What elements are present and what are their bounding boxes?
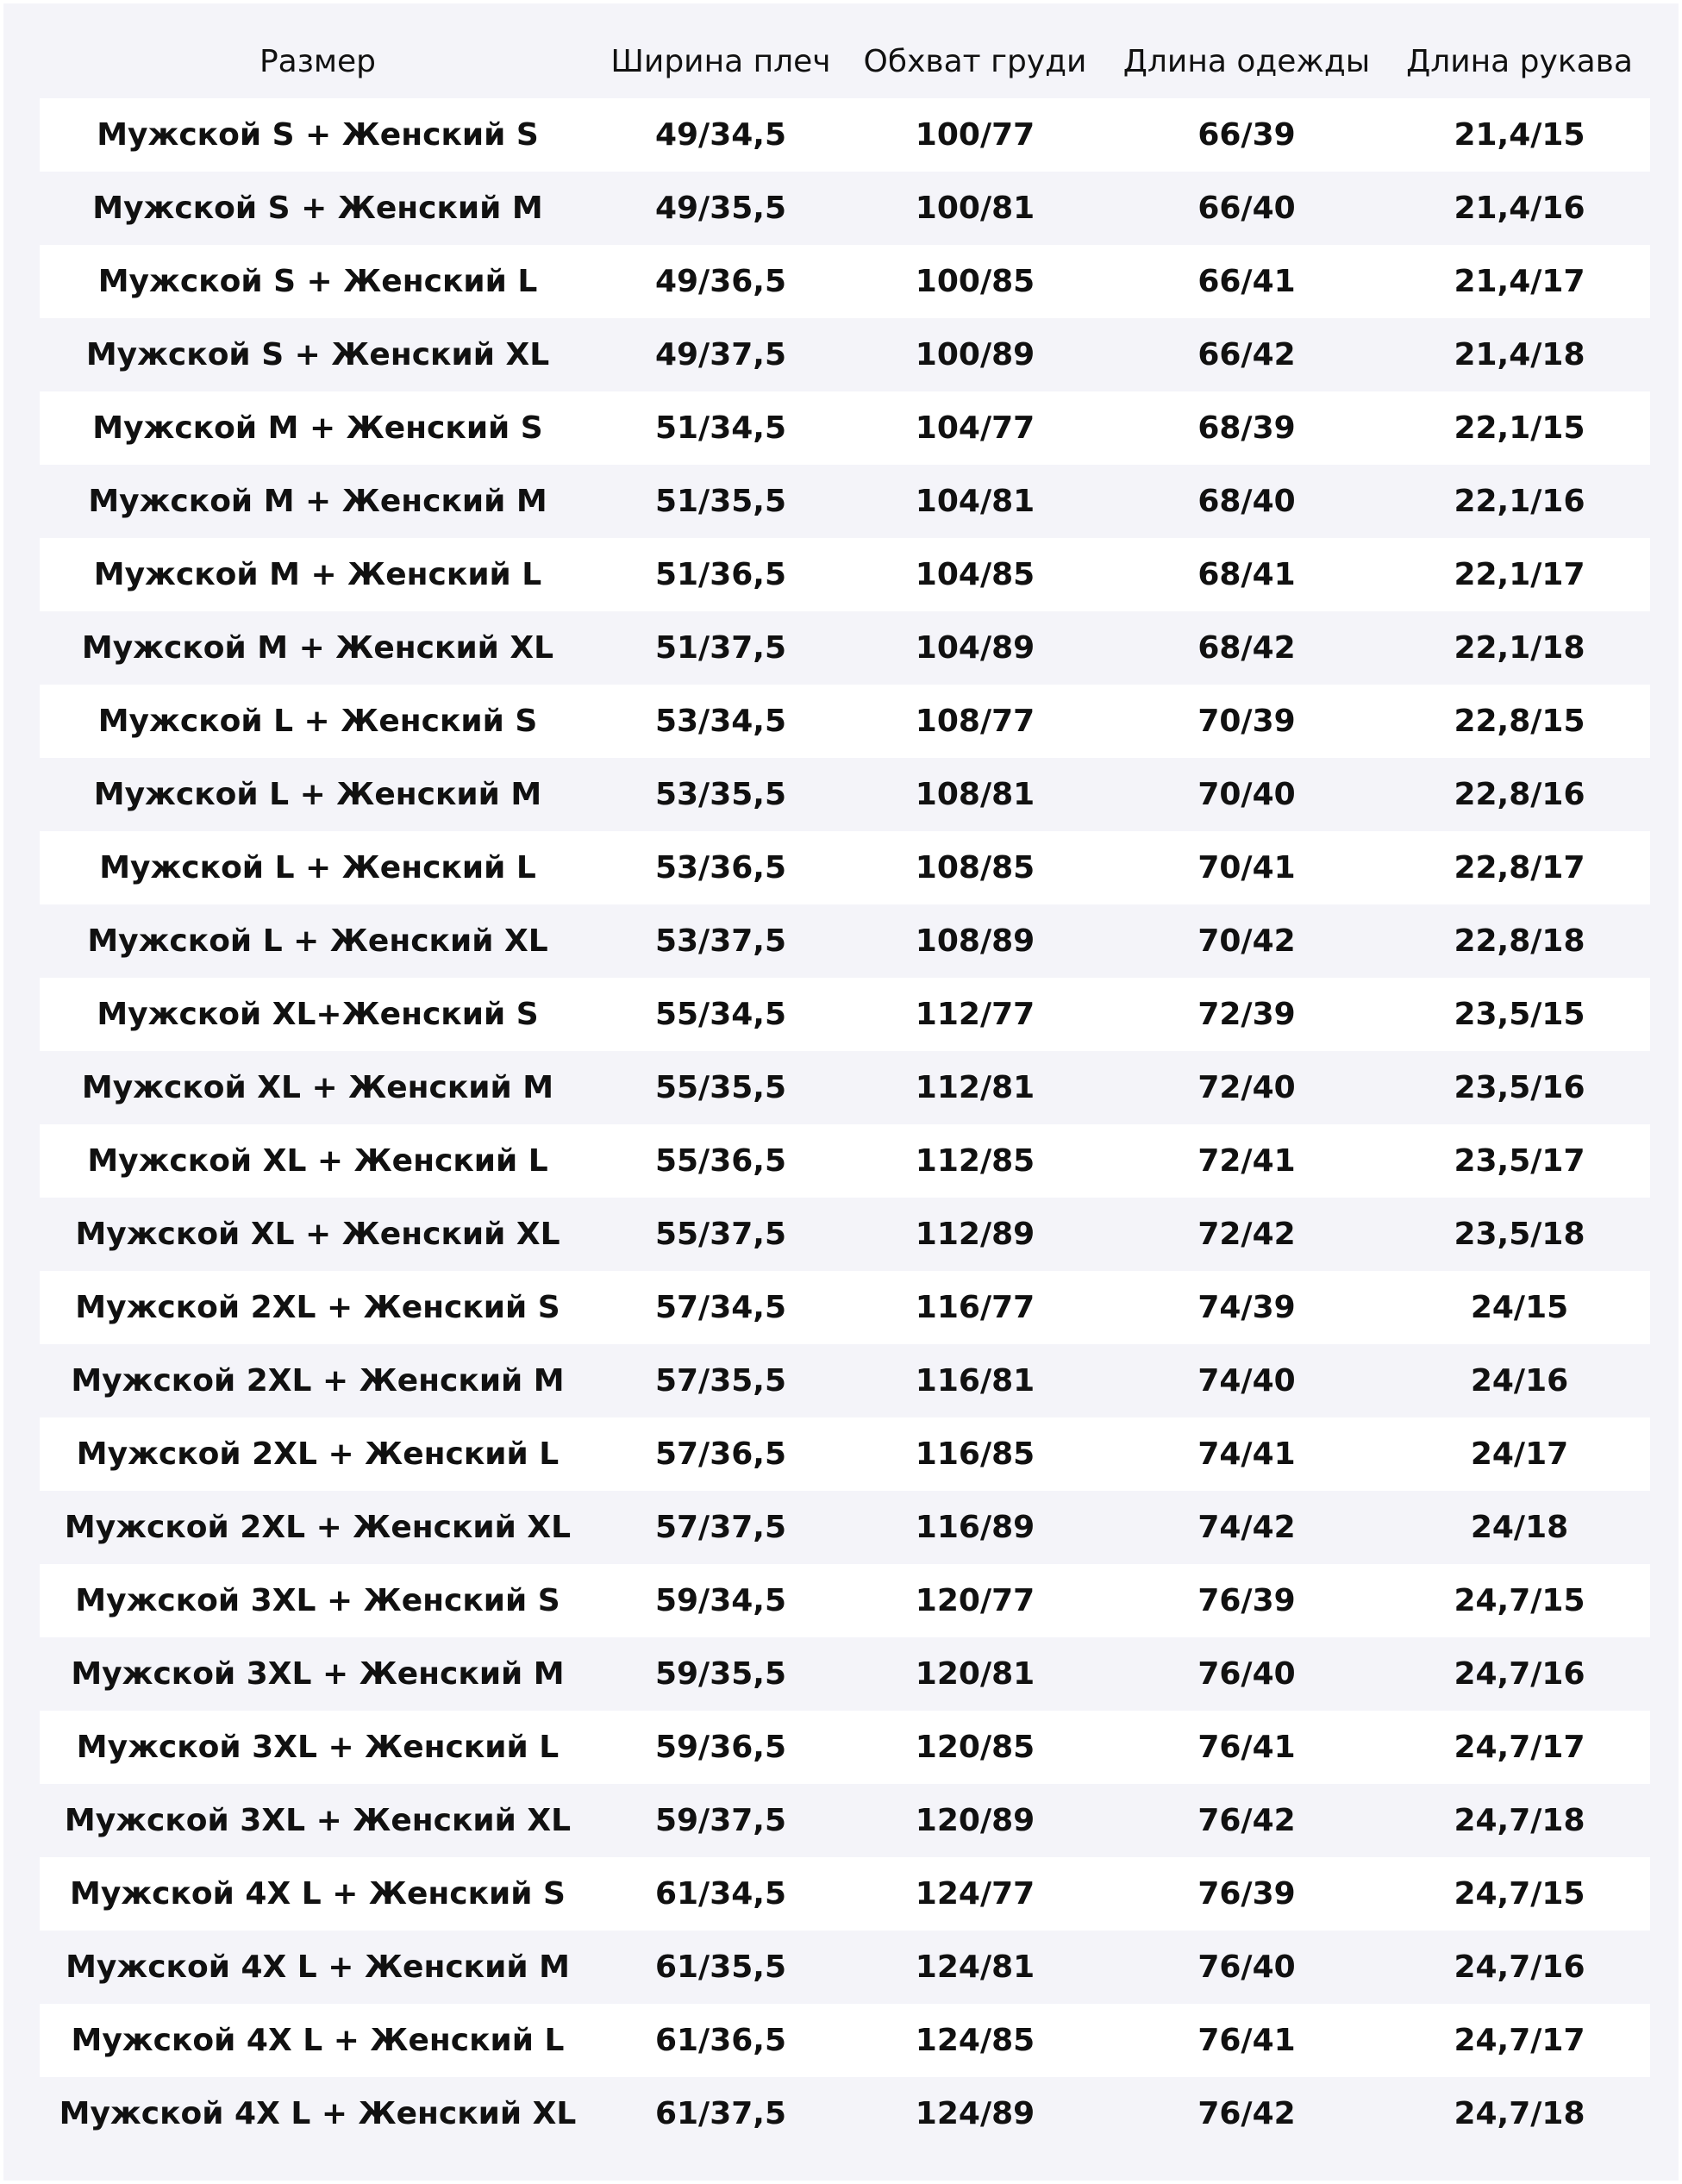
table-row <box>40 1564 1650 1637</box>
size-cell: Мужской 2XL + Женский XL <box>64 1510 572 1545</box>
chest-girth-cell: 124/89 <box>915 2096 1035 2131</box>
sleeve-length-cell: 24,7/18 <box>1454 2096 1585 2131</box>
sleeve-length-cell: 24,7/18 <box>1454 1803 1585 1838</box>
shoulder-width-cell: 61/36,5 <box>654 2023 787 2058</box>
garment-length-cell: 66/39 <box>1197 117 1296 153</box>
shoulder-width-cell: 59/36,5 <box>654 1730 787 1765</box>
shoulder-width-cell: 57/34,5 <box>654 1290 787 1325</box>
size-cell: Мужской 3XL + Женский XL <box>64 1803 572 1838</box>
size-cell: Мужской 3XL + Женский M <box>71 1656 565 1692</box>
sleeve-length-cell: 22,8/16 <box>1454 777 1585 812</box>
chest-girth-cell: 108/81 <box>915 777 1035 812</box>
garment-length-cell: 74/40 <box>1197 1363 1296 1399</box>
table-row <box>40 1271 1650 1344</box>
shoulder-width-cell: 61/35,5 <box>654 1949 787 1985</box>
chest-girth-cell: 108/77 <box>915 704 1035 739</box>
shoulder-width-cell: 53/35,5 <box>654 777 787 812</box>
table-row <box>40 1637 1650 1711</box>
shoulder-width-cell: 51/35,5 <box>654 484 787 519</box>
table-row <box>40 831 1650 904</box>
size-cell: Мужской M + Женский M <box>88 484 547 519</box>
sleeve-length-cell: 21,4/16 <box>1454 191 1585 226</box>
table-row <box>40 1051 1650 1124</box>
garment-length-cell: 74/41 <box>1197 1436 1296 1472</box>
garment-length-cell: 76/42 <box>1197 2096 1296 2131</box>
chest-girth-cell: 104/85 <box>915 557 1035 592</box>
table-row <box>40 1711 1650 1784</box>
chest-girth-cell: 100/89 <box>915 337 1035 372</box>
shoulder-width-cell: 57/37,5 <box>654 1510 787 1545</box>
table-row <box>40 1857 1650 1931</box>
chest-girth-cell: 120/89 <box>915 1803 1035 1838</box>
shoulder-width-cell: 49/36,5 <box>654 264 787 299</box>
table-row <box>40 1784 1650 1857</box>
sleeve-length-cell: 24/17 <box>1470 1436 1569 1472</box>
chest-girth-cell: 124/77 <box>915 1876 1035 1912</box>
garment-length-cell: 76/39 <box>1197 1876 1296 1912</box>
chest-girth-cell: 112/77 <box>915 997 1035 1032</box>
size-cell: Мужской M + Женский XL <box>81 630 554 666</box>
sleeve-length-cell: 22,1/16 <box>1454 484 1585 519</box>
garment-length-cell: 70/41 <box>1197 850 1296 885</box>
chest-girth-cell: 108/85 <box>915 850 1035 885</box>
size-cell: Мужской XL + Женский M <box>81 1070 554 1105</box>
shoulder-width-cell: 49/35,5 <box>654 191 787 226</box>
sleeve-length-cell: 23,5/18 <box>1454 1217 1585 1252</box>
size-cell: Мужской 4X L + Женский XL <box>59 2096 577 2131</box>
size-cell: Мужской L + Женский XL <box>87 923 548 959</box>
table-row <box>40 2004 1650 2077</box>
chest-girth-cell: 120/85 <box>915 1730 1035 1765</box>
sleeve-length-cell: 24/18 <box>1470 1510 1569 1545</box>
chest-girth-cell: 116/85 <box>915 1436 1035 1472</box>
size-cell: Мужской 2XL + Женский S <box>75 1290 560 1325</box>
garment-length-cell: 76/41 <box>1197 2023 1296 2058</box>
size-cell: Мужской 2XL + Женский L <box>76 1436 560 1472</box>
sleeve-length-cell: 21,4/17 <box>1454 264 1585 299</box>
garment-length-cell: 70/39 <box>1197 704 1296 739</box>
table-row <box>40 245 1650 318</box>
sleeve-length-cell: 24,7/17 <box>1454 1730 1585 1765</box>
garment-length-cell: 72/40 <box>1197 1070 1296 1105</box>
shoulder-width-cell: 57/36,5 <box>654 1436 787 1472</box>
chest-girth-cell: 100/81 <box>915 191 1035 226</box>
size-cell: Мужской S + Женский M <box>92 191 543 226</box>
shoulder-width-cell: 53/34,5 <box>654 704 787 739</box>
chest-girth-cell: 100/77 <box>915 117 1035 153</box>
shoulder-width-cell: 61/34,5 <box>654 1876 787 1912</box>
garment-length-cell: 72/42 <box>1197 1217 1296 1252</box>
sleeve-length-cell: 21,4/15 <box>1454 117 1585 153</box>
sleeve-length-cell: 22,8/18 <box>1454 923 1585 959</box>
garment-length-cell: 70/42 <box>1197 923 1296 959</box>
garment-length-cell: 72/41 <box>1197 1143 1296 1179</box>
header-shoulder-width: Ширина плеч <box>610 43 831 79</box>
garment-length-cell: 66/40 <box>1197 191 1296 226</box>
garment-length-cell: 76/39 <box>1197 1583 1296 1618</box>
table-row <box>40 758 1650 831</box>
table-row <box>40 1344 1650 1417</box>
table-row <box>40 904 1650 978</box>
chest-girth-cell: 104/89 <box>915 630 1035 666</box>
shoulder-width-cell: 49/34,5 <box>654 117 787 153</box>
shoulder-width-cell: 49/37,5 <box>654 337 787 372</box>
garment-length-cell: 72/39 <box>1197 997 1296 1032</box>
chest-girth-cell: 124/85 <box>915 2023 1035 2058</box>
table-row <box>40 1491 1650 1564</box>
sleeve-length-cell: 24,7/16 <box>1454 1949 1585 1985</box>
chest-girth-cell: 120/81 <box>915 1656 1035 1692</box>
garment-length-cell: 76/40 <box>1197 1656 1296 1692</box>
size-cell: Мужской 4X L + Женский S <box>70 1876 566 1912</box>
table-row <box>40 1124 1650 1198</box>
size-cell: Мужской 4X L + Женский L <box>71 2023 565 2058</box>
table-row <box>40 465 1650 538</box>
table-row <box>40 172 1650 245</box>
table-body <box>40 98 1650 2150</box>
table-row <box>40 98 1650 172</box>
garment-length-cell: 70/40 <box>1197 777 1296 812</box>
table-row <box>40 538 1650 611</box>
garment-length-cell: 66/41 <box>1197 264 1296 299</box>
size-cell: Мужской XL + Женский L <box>87 1143 548 1179</box>
garment-length-cell: 68/39 <box>1197 410 1296 446</box>
sleeve-length-cell: 22,8/15 <box>1454 704 1585 739</box>
size-cell: Мужской M + Женский L <box>93 557 542 592</box>
header-sleeve-length: Длина рукава <box>1406 43 1633 79</box>
sleeve-length-cell: 22,1/15 <box>1454 410 1585 446</box>
size-cell: Мужской XL+Женский S <box>97 997 539 1032</box>
size-cell: Мужской M + Женский S <box>92 410 543 446</box>
garment-length-cell: 76/42 <box>1197 1803 1296 1838</box>
sleeve-length-cell: 22,1/17 <box>1454 557 1585 592</box>
garment-length-cell: 66/42 <box>1197 337 1296 372</box>
chest-girth-cell: 104/77 <box>915 410 1035 446</box>
garment-length-cell: 74/39 <box>1197 1290 1296 1325</box>
size-cell: Мужской L + Женский M <box>93 777 542 812</box>
chest-girth-cell: 112/85 <box>915 1143 1035 1179</box>
size-cell: Мужской 3XL + Женский S <box>75 1583 560 1618</box>
chest-girth-cell: 124/81 <box>915 1949 1035 1985</box>
table-row <box>40 318 1650 391</box>
size-cell: Мужской S + Женский L <box>97 264 538 299</box>
table-row <box>40 391 1650 465</box>
shoulder-width-cell: 55/35,5 <box>654 1070 787 1105</box>
chest-girth-cell: 116/77 <box>915 1290 1035 1325</box>
chest-girth-cell: 116/81 <box>915 1363 1035 1399</box>
table-row <box>40 1931 1650 2004</box>
sleeve-length-cell: 24,7/15 <box>1454 1876 1585 1912</box>
sleeve-length-cell: 24,7/17 <box>1454 2023 1585 2058</box>
sleeve-length-cell: 23,5/16 <box>1454 1070 1585 1105</box>
sleeve-length-cell: 22,1/18 <box>1454 630 1585 666</box>
shoulder-width-cell: 59/37,5 <box>654 1803 787 1838</box>
sleeve-length-cell: 24,7/15 <box>1454 1583 1585 1618</box>
garment-length-cell: 76/40 <box>1197 1949 1296 1985</box>
shoulder-width-cell: 51/37,5 <box>654 630 787 666</box>
size-cell: Мужской 4X L + Женский M <box>66 1949 570 1985</box>
shoulder-width-cell: 53/36,5 <box>654 850 787 885</box>
chest-girth-cell: 120/77 <box>915 1583 1035 1618</box>
shoulder-width-cell: 55/36,5 <box>654 1143 787 1179</box>
size-chart-table <box>3 3 1679 2181</box>
header-garment-length: Длина одежды <box>1122 43 1371 79</box>
table-row <box>40 611 1650 685</box>
table-header <box>40 31 1650 91</box>
chest-girth-cell: 112/81 <box>915 1070 1035 1105</box>
table-row <box>40 1198 1650 1271</box>
sleeve-length-cell: 23,5/15 <box>1454 997 1585 1032</box>
shoulder-width-cell: 61/37,5 <box>654 2096 787 2131</box>
shoulder-width-cell: 51/34,5 <box>654 410 787 446</box>
size-cell: Мужской 3XL + Женский L <box>76 1730 560 1765</box>
shoulder-width-cell: 55/37,5 <box>654 1217 787 1252</box>
shoulder-width-cell: 59/35,5 <box>654 1656 787 1692</box>
sleeve-length-cell: 23,5/17 <box>1454 1143 1585 1179</box>
size-cell: Мужской 2XL + Женский M <box>71 1363 565 1399</box>
garment-length-cell: 76/41 <box>1197 1730 1296 1765</box>
shoulder-width-cell: 53/37,5 <box>654 923 787 959</box>
table-row <box>40 685 1650 758</box>
shoulder-width-cell: 57/35,5 <box>654 1363 787 1399</box>
sleeve-length-cell: 22,8/17 <box>1454 850 1585 885</box>
chest-girth-cell: 116/89 <box>915 1510 1035 1545</box>
size-cell: Мужской S + Женский S <box>97 117 539 153</box>
chest-girth-cell: 108/89 <box>915 923 1035 959</box>
chest-girth-cell: 100/85 <box>915 264 1035 299</box>
chest-girth-cell: 112/89 <box>915 1217 1035 1252</box>
size-cell: Мужской L + Женский S <box>97 704 538 739</box>
header-chest-girth: Обхват груди <box>863 43 1087 79</box>
table-row <box>40 2077 1650 2150</box>
sleeve-length-cell: 24/16 <box>1470 1363 1569 1399</box>
garment-length-cell: 68/41 <box>1197 557 1296 592</box>
garment-length-cell: 68/42 <box>1197 630 1296 666</box>
table-row <box>40 1417 1650 1491</box>
shoulder-width-cell: 59/34,5 <box>654 1583 787 1618</box>
garment-length-cell: 68/40 <box>1197 484 1296 519</box>
size-cell: Мужской S + Женский XL <box>85 337 550 372</box>
chest-girth-cell: 104/81 <box>915 484 1035 519</box>
table-row <box>40 978 1650 1051</box>
sleeve-length-cell: 24/15 <box>1470 1290 1569 1325</box>
size-cell: Мужской XL + Женский XL <box>75 1217 560 1252</box>
shoulder-width-cell: 51/36,5 <box>654 557 787 592</box>
garment-length-cell: 74/42 <box>1197 1510 1296 1545</box>
header-size: Размер <box>259 43 377 79</box>
size-cell: Мужской L + Женский L <box>99 850 536 885</box>
shoulder-width-cell: 55/34,5 <box>654 997 787 1032</box>
sleeve-length-cell: 24,7/16 <box>1454 1656 1585 1692</box>
sleeve-length-cell: 21,4/18 <box>1454 337 1585 372</box>
